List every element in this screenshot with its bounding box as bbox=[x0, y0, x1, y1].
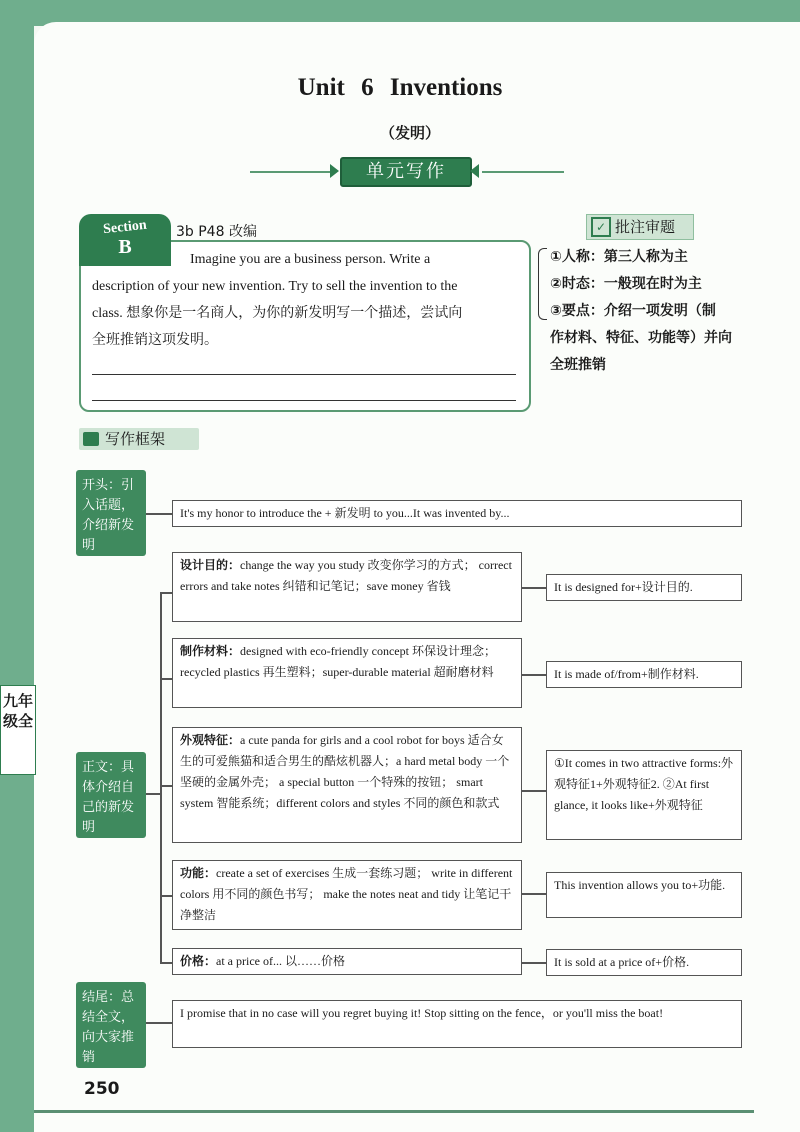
detail-box-function bbox=[172, 860, 522, 930]
body-spine bbox=[160, 592, 162, 962]
ending-box bbox=[172, 1000, 742, 1048]
sentence-text: It is sold at a price of+价格. bbox=[554, 955, 690, 969]
sentence-text: It is made of/from+制作材料. bbox=[554, 667, 699, 681]
connector bbox=[160, 592, 172, 594]
prompt-line: Imagine you are a business person. Write a bbox=[190, 252, 431, 267]
connector bbox=[522, 962, 546, 964]
detail-box-material bbox=[172, 638, 522, 708]
detail-box-price bbox=[172, 948, 522, 975]
connector bbox=[160, 785, 172, 787]
detail-text: change the way you study 改变你学习的方式； correct errors and take notes 纠错和记笔记；save money 省钱 bbox=[180, 558, 512, 593]
note-item: ②时态：一般现在时为主 bbox=[550, 276, 702, 292]
connector bbox=[146, 793, 160, 795]
opening-text: It's my honor to introduce the + 新发明 to you...It was invented by... bbox=[180, 506, 510, 520]
section-letter: B bbox=[118, 236, 132, 258]
connector bbox=[146, 1022, 172, 1024]
prompt-line: 全班推销这项发明。 bbox=[92, 333, 218, 348]
detail-head: 设计目的： bbox=[180, 558, 241, 572]
detail-head: 制作材料： bbox=[180, 644, 241, 658]
grade-tab: 九年级全 bbox=[0, 685, 36, 775]
connector bbox=[160, 895, 172, 897]
sentence-text: This invention allows you to+功能. bbox=[554, 878, 726, 892]
connector bbox=[146, 513, 172, 515]
detail-box-appearance bbox=[172, 727, 522, 843]
connector bbox=[160, 678, 172, 680]
unit-subtitle: （发明） bbox=[379, 124, 440, 142]
framework-icon bbox=[83, 432, 99, 446]
sentence-text: It is designed for+设计目的. bbox=[554, 580, 693, 594]
connector bbox=[522, 790, 546, 792]
sentence-text: ①It comes in two attractive forms:外观特征1+外观特征2. ②At first glance, it looks like+外观特征 bbox=[554, 756, 734, 812]
sentence-box-purpose bbox=[546, 574, 742, 601]
bottom-rule bbox=[34, 1110, 754, 1113]
prompt-source: 3b P48 改编 bbox=[176, 224, 257, 240]
notes-list bbox=[550, 244, 750, 379]
body-label: 正文：具体介绍自己的新发明 bbox=[76, 752, 146, 838]
opening-box bbox=[172, 500, 742, 527]
framework-heading: 写作框架 bbox=[79, 428, 199, 450]
sentence-box-material bbox=[546, 661, 742, 688]
detail-text: at a price of... 以……价格 bbox=[216, 954, 345, 968]
prompt-text bbox=[92, 246, 517, 354]
ending-label: 结尾：总结全文，向大家推销 bbox=[76, 982, 146, 1068]
note-item: ①人称：第三人称为主 bbox=[550, 249, 688, 265]
detail-text: designed with eco-friendly concept 环保设计理念； recycled plastics 再生塑料；super-durable material 超耐磨材料 bbox=[180, 644, 496, 679]
banner-rule-left bbox=[250, 171, 332, 173]
note-item: 全班推销 bbox=[550, 357, 606, 373]
opening-label: 开头：引入话题，介绍新发明 bbox=[76, 470, 146, 556]
page-number: 250 bbox=[84, 1079, 120, 1099]
detail-text: create a set of exercises 生成一套练习题； write in different colors 用不同的颜色书写； make the notes neat and tidy 让笔记干净整洁 bbox=[180, 866, 513, 922]
banner-arrow-left bbox=[330, 164, 339, 178]
detail-head: 功能： bbox=[180, 866, 217, 880]
notes-brace bbox=[538, 248, 547, 320]
detail-head: 价格： bbox=[180, 954, 217, 968]
notes-heading: ✓ 批注审题 bbox=[586, 214, 694, 240]
detail-box-purpose bbox=[172, 552, 522, 622]
check-icon: ✓ bbox=[591, 217, 611, 237]
banner-rule-right bbox=[482, 171, 564, 173]
note-item: 作材料、特征、功能等）并向 bbox=[550, 330, 732, 346]
prompt-line: class. 想象你是一名商人，为你的新发明写一个描述，尝试向 bbox=[92, 306, 463, 321]
left-border bbox=[0, 0, 34, 1132]
answer-line bbox=[92, 374, 516, 375]
answer-line bbox=[92, 400, 516, 401]
section-word: Section bbox=[102, 217, 148, 238]
detail-head: 外观特征： bbox=[180, 733, 241, 747]
connector bbox=[160, 962, 172, 964]
sentence-box-price bbox=[546, 949, 742, 976]
connector bbox=[522, 587, 546, 589]
sentence-box-function bbox=[546, 872, 742, 918]
connector bbox=[522, 893, 546, 895]
section-banner: 单元写作 bbox=[340, 157, 472, 187]
banner-arrow-right bbox=[470, 164, 479, 178]
sentence-box-appearance bbox=[546, 750, 742, 840]
detail-text: a cute panda for girls and a cool robot for boys 适合女生的可爱熊猫和适合男生的酷炫机器人；a hard metal body 一个坚硬的金属外壳； a special button 一个特殊的按钮； smart system 智能系统；different colors and styles 不同的颜色和款式 bbox=[180, 733, 510, 810]
note-item: ③要点：介绍一项发明（制 bbox=[550, 303, 716, 319]
connector bbox=[522, 674, 546, 676]
unit-title: Unit 6 Inventions bbox=[297, 74, 503, 101]
prompt-line: description of your new invention. Try to sell the invention to the bbox=[92, 279, 458, 294]
ending-text: I promise that in no case will you regret buying it! Stop sitting on the fence，or you'll miss the boat! bbox=[180, 1006, 664, 1020]
